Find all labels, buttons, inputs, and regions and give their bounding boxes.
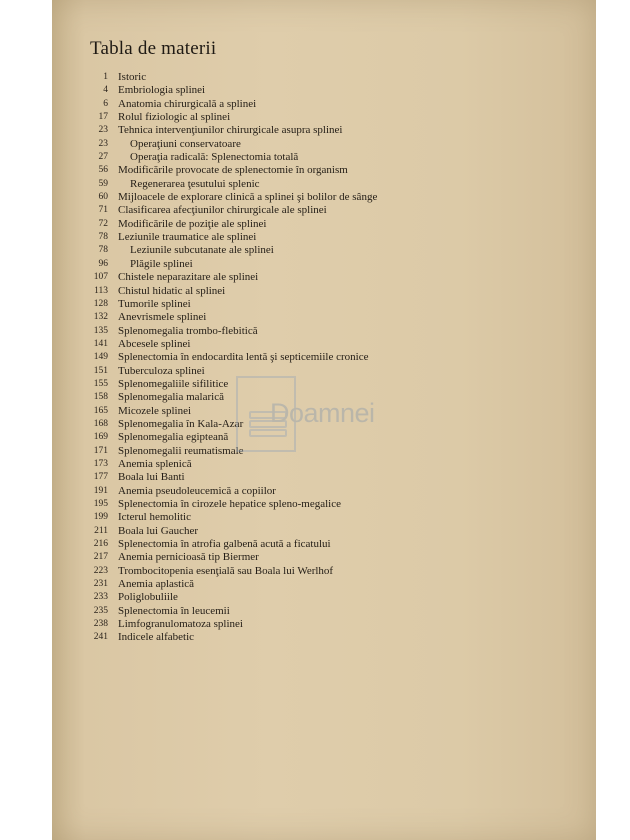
toc-entry-title: Poliglobuliile	[118, 591, 178, 604]
toc-entry-title: Tuberculoza splinei	[118, 364, 205, 377]
toc-page-number: 78	[98, 232, 108, 243]
toc-page-number: 17	[98, 112, 108, 123]
toc-entry-title: Anemia pernicioasă tip Biermer	[118, 551, 259, 564]
toc-page-number: 216	[93, 539, 108, 550]
toc-entry-title: Splenomegalia malarică	[118, 391, 224, 404]
toc-page-number: 235	[93, 605, 108, 616]
toc-entry-title: Istoric	[118, 71, 147, 83]
toc-entry-title: Plăgile splinei	[130, 257, 193, 270]
toc-page-number: 173	[93, 458, 108, 469]
toc-page-number: 191	[93, 485, 108, 496]
toc-page-number: 223	[93, 565, 108, 576]
toc-page-number: 113	[94, 285, 108, 296]
toc-page-number: 233	[93, 592, 108, 603]
toc-entry-title: Chistul hidatic al splinei	[118, 284, 226, 297]
toc-page-number: 132	[93, 312, 108, 323]
toc-page-number: 56	[98, 165, 108, 176]
toc-entry-title: Modificările provocate de splenectomie în organism	[118, 164, 348, 177]
toc-page-number: 27	[98, 152, 108, 163]
toc-entry-title: Splenomegaliile sifilitice	[118, 377, 229, 390]
toc-page-number: 168	[93, 418, 108, 429]
toc-page-number: 135	[93, 325, 108, 336]
toc-entry-title: Splenectomia în atrofia galbenă acută a ficatului	[118, 538, 331, 551]
toc-entry-title: Micozele splinei	[118, 404, 192, 417]
toc-entry-title: Tumorile splinei	[118, 297, 191, 310]
toc-page-number: 241	[93, 632, 108, 643]
toc-page-number: 231	[93, 579, 108, 590]
toc-page-number: 72	[98, 218, 108, 229]
toc-entry-title: Icterul hemolitic	[118, 511, 191, 524]
toc-page-number: 128	[93, 298, 108, 309]
toc-page-number: 165	[93, 405, 108, 416]
toc-page-number: 169	[93, 432, 108, 443]
toc-page-number: 199	[93, 512, 108, 523]
toc-page-number: 96	[98, 258, 108, 269]
toc-entry-title: Splenomegalia egipteană	[118, 431, 229, 444]
toc-entry-title: Regenerarea ţesutului splenic	[130, 177, 260, 190]
toc-entry-title: Chistele neparazitare ale splinei	[118, 271, 259, 284]
toc-entry-title: Splenectomia în endocardita lentă şi septicemiile cronice	[118, 351, 369, 364]
toc-entry-title: Tehnica intervenţiunilor chirurgicale asupra splinei	[118, 124, 343, 137]
toc-page-number: 23	[98, 125, 108, 136]
toc-page-number: 217	[93, 552, 108, 563]
toc-entry-title: Trombocitopenia esenţială sau Boala lui Werlhof	[118, 564, 334, 577]
toc-page-number: 155	[93, 378, 108, 389]
toc-page-number: 71	[98, 205, 108, 216]
toc-page-number: 149	[93, 352, 108, 363]
toc-entry-title: Anevrismele splinei	[118, 311, 207, 324]
toc-page-number: 151	[93, 365, 108, 376]
watermark	[236, 376, 406, 456]
toc-entry-title: Boala lui Gaucher	[118, 524, 199, 537]
toc-entry-title: Modificările de poziţie ale splinei	[118, 217, 267, 230]
toc-page-number: 107	[93, 272, 108, 283]
toc-entry-title: Indicele alfabetic	[118, 631, 195, 644]
toc-entry-title: Abcesele splinei	[118, 337, 191, 350]
toc-entry-title: Embriologia splinei	[118, 84, 206, 97]
toc-entry-title: Rolul fiziologic al splinei	[118, 111, 231, 124]
toc-entry-title: Operaţiuni conservatoare	[130, 137, 241, 150]
toc-entry-title: Splenectomia în cirozele hepatice spleno-megalice	[118, 498, 341, 510]
toc-entry-title: Anemia aplastică	[118, 578, 195, 591]
toc-page-number: 141	[93, 338, 108, 349]
toc-entry-title: Leziunile subcutanate ale splinei	[130, 244, 274, 257]
toc-entry-title: Mijloacele de explorare clinică a splinei şi bolilor de sânge	[118, 191, 378, 204]
toc-entry-title: Clasificarea afecţiunilor chirurgicale ale splinei	[118, 204, 327, 217]
toc-page-number: 158	[93, 392, 108, 403]
toc-page-number: 60	[98, 192, 108, 203]
toc-entry-title: Leziunile traumatice ale splinei	[118, 231, 257, 244]
watermark-text: Doamnei	[270, 398, 375, 428]
toc-entry-title: Splenomegalia trombo-flebitică	[118, 324, 258, 337]
toc-entry-title: Anemia splenică	[118, 457, 192, 470]
toc-entry-title: Splenomegalii reumatismale	[118, 444, 244, 457]
toc-entry-title: Operaţia radicală: Splenectomia totală	[130, 151, 299, 164]
toc-page-number: 4	[103, 85, 108, 96]
toc-page-number: 211	[94, 525, 108, 536]
toc-page-number: 23	[98, 138, 108, 149]
toc-entry-title: Splenomegalia în Kala-Azar	[118, 417, 244, 430]
toc-page-number: 171	[93, 445, 108, 456]
toc-entry-title: Limfogranulomatoza splinei	[118, 618, 243, 631]
toc-page-number: 177	[93, 472, 108, 483]
toc-entry-title: Anemia pseudoleucemică a copiilor	[118, 484, 276, 497]
toc-page-number: 1	[103, 72, 108, 82]
toc-page-number: 238	[93, 619, 108, 630]
toc-page-number: 78	[98, 245, 108, 256]
toc-page-number: 195	[93, 499, 108, 509]
toc-entry-title: Anatomia chirurgicală a splinei	[118, 97, 257, 110]
toc-page-number: 6	[103, 98, 108, 109]
toc-page-number: 59	[98, 178, 108, 189]
toc-entry-title: Splenectomia în leucemii	[118, 604, 230, 617]
toc-entry-title: Boala lui Banti	[118, 471, 185, 484]
page-title: Tabla de materii	[90, 38, 217, 59]
